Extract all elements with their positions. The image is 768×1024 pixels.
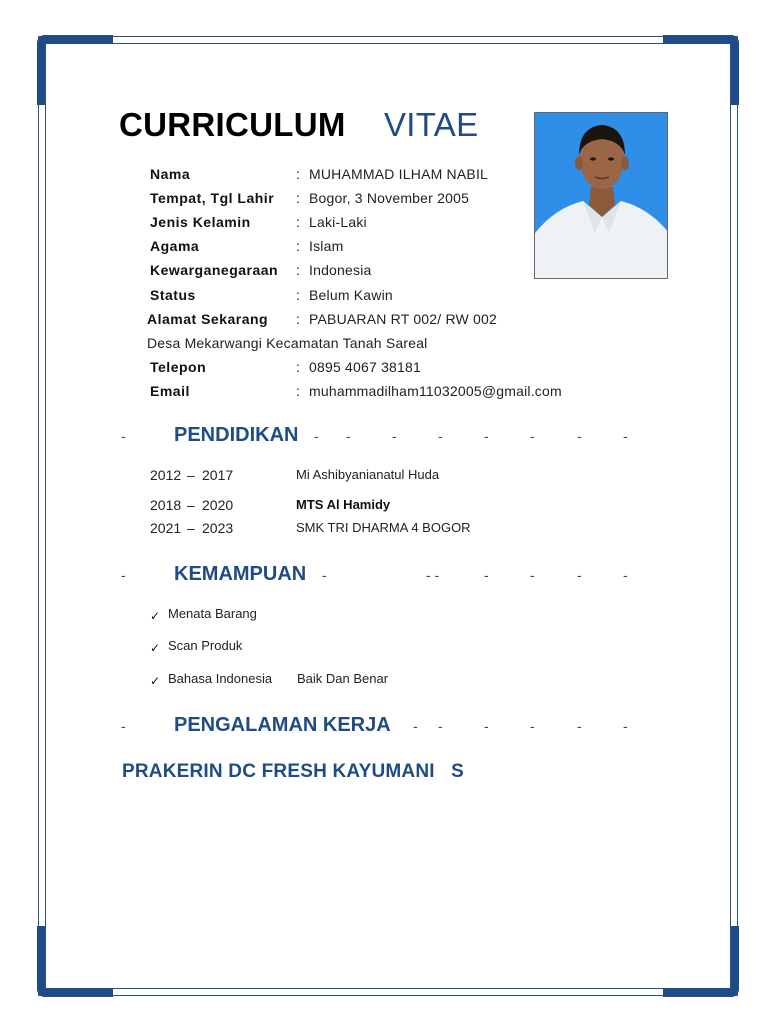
profile-photo — [534, 112, 668, 279]
edu-school: MTS Al Hamidy — [296, 497, 391, 512]
value-status: Belum Kawin — [309, 287, 393, 303]
label-nama: Nama — [150, 166, 191, 182]
value-telepon: 0895 4067 38181 — [309, 359, 421, 375]
check-icon: ✓ — [150, 674, 161, 688]
section-dash: - — [484, 718, 489, 734]
section-dash: - — [438, 428, 443, 444]
value-ttl: Bogor, 3 November 2005 — [309, 190, 470, 206]
section-title-pendidikan: PENDIDIKAN — [174, 424, 299, 446]
edu-year-end: 2020 — [202, 497, 234, 513]
section-dash: - — [623, 428, 628, 444]
edu-year-dash: – — [187, 467, 195, 483]
colon: : — [296, 262, 300, 278]
value-kewarganegaraan: Indonesia — [309, 262, 372, 278]
edu-year-start: 2012 — [150, 467, 182, 483]
section-dash: - — [121, 428, 126, 444]
value-email: muhammadilham11032005@gmail.com — [309, 383, 562, 399]
section-dash: - — [530, 718, 535, 734]
colon: : — [296, 190, 300, 206]
section-dash: - — [322, 567, 327, 583]
edu-year-dash: – — [187, 520, 195, 536]
title-curriculum: CURRICULUM — [119, 106, 346, 143]
section-dash-double: - - — [426, 567, 440, 583]
section-dash: - — [346, 428, 351, 444]
value-nama: MUHAMMAD ILHAM NABIL — [309, 166, 489, 182]
label-email: Email — [150, 383, 190, 399]
experience-item: PRAKERIN DC FRESH KAYUMANI S — [122, 761, 465, 782]
label-status: Status — [150, 287, 196, 303]
skill-item: Bahasa Indonesia — [168, 671, 273, 686]
value-jenis-kelamin: Laki-Laki — [309, 214, 367, 230]
label-telepon: Telepon — [150, 359, 207, 375]
section-dash: - — [577, 567, 582, 583]
section-title-kemampuan: KEMAMPUAN — [174, 563, 307, 585]
title-vitae: VITAE — [384, 106, 479, 143]
colon: : — [296, 166, 300, 182]
section-dash: - — [577, 718, 582, 734]
section-dash: - — [577, 428, 582, 444]
colon: : — [296, 287, 300, 303]
section-dash: - — [121, 567, 126, 583]
section-dash: - — [392, 428, 397, 444]
edu-year-dash: – — [187, 497, 195, 513]
colon: : — [296, 238, 300, 254]
frame-corner-top-left — [37, 35, 113, 105]
value-alamat-line2: Desa Mekarwangi Kecamatan Tanah Sareal — [147, 335, 428, 351]
section-dash: - — [438, 718, 443, 734]
section-dash: - — [623, 567, 628, 583]
section-dash: - — [530, 428, 535, 444]
value-alamat: PABUARAN RT 002/ RW 002 — [309, 311, 497, 327]
section-dash: - — [530, 567, 535, 583]
edu-year-start: 2018 — [150, 497, 182, 513]
edu-year-end: 2023 — [202, 520, 234, 536]
label-ttl: Tempat, Tgl Lahir — [150, 190, 275, 206]
colon: : — [296, 359, 300, 375]
edu-year-end: 2017 — [202, 467, 234, 483]
edu-school: Mi Ashibyanianatul Huda — [296, 467, 440, 482]
skill-item-extra: Baik Dan Benar — [297, 671, 389, 686]
person-photo-icon — [535, 113, 668, 279]
frame-corner-bottom-left — [37, 926, 113, 997]
colon: : — [296, 214, 300, 230]
section-dash: - — [413, 718, 418, 734]
value-agama: Islam — [309, 238, 344, 254]
frame-corner-top-right — [663, 35, 739, 105]
label-jenis-kelamin: Jenis Kelamin — [150, 214, 251, 230]
edu-school: SMK TRI DHARMA 4 BOGOR — [296, 520, 471, 535]
section-dash: - — [314, 428, 319, 444]
section-title-pengalaman: PENGALAMAN KERJA — [174, 714, 391, 736]
label-agama: Agama — [150, 238, 200, 254]
edu-year-start: 2021 — [150, 520, 182, 536]
check-icon: ✓ — [150, 609, 161, 623]
section-dash: - — [121, 718, 126, 734]
frame-corner-bottom-right — [663, 926, 739, 997]
check-icon: ✓ — [150, 641, 161, 655]
section-dash: - — [484, 567, 489, 583]
label-alamat: Alamat Sekarang — [147, 311, 269, 327]
skill-item: Menata Barang — [168, 606, 257, 621]
colon: : — [296, 311, 300, 327]
section-dash: - — [484, 428, 489, 444]
skill-item: Scan Produk — [168, 638, 243, 653]
section-dash: - — [623, 718, 628, 734]
label-kewarganegaraan: Kewarganegaraan — [150, 262, 279, 278]
colon: : — [296, 383, 300, 399]
